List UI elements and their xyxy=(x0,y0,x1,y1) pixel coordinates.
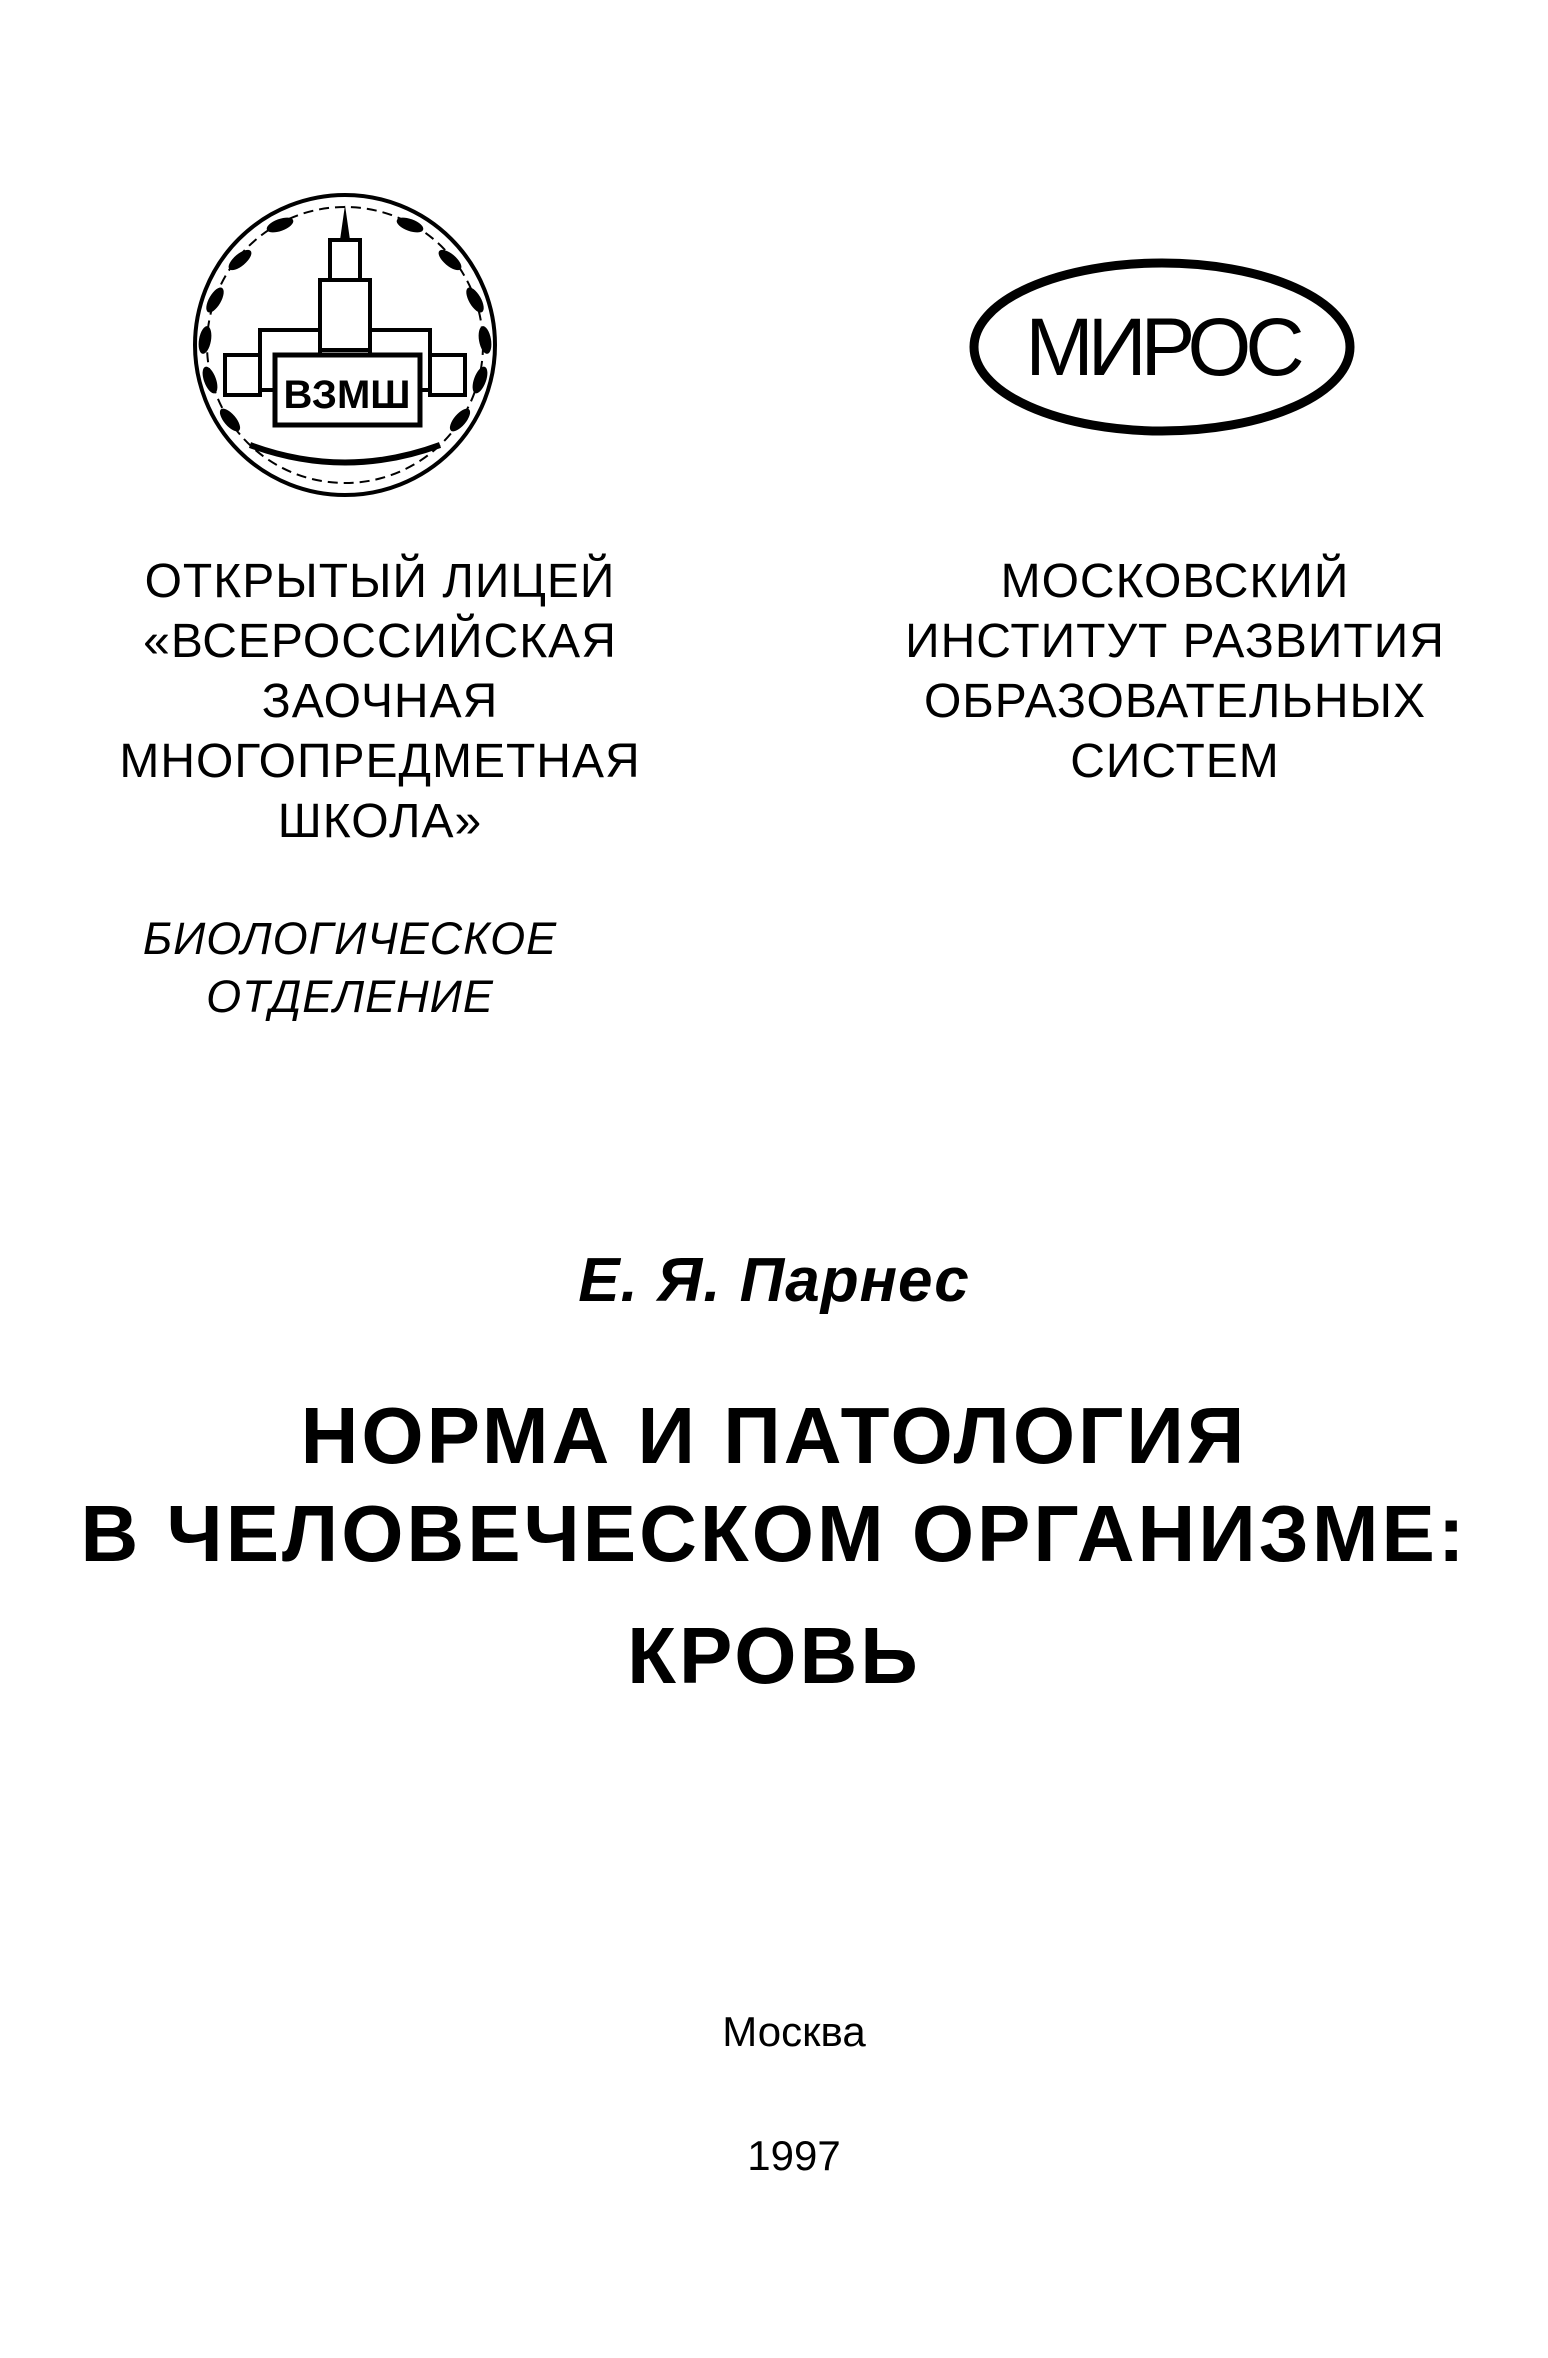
left-organization-name: ОТКРЫТЫЙ ЛИЦЕЙ «ВСЕРОССИЙСКАЯ ЗАОЧНАЯ МНОГОПРЕДМЕТНАЯ ШКОЛА» xyxy=(119,555,641,848)
publication-city: Москва xyxy=(722,2008,866,2055)
book-title-line-1: НОРМА И ПАТОЛОГИЯ xyxy=(300,1391,1248,1480)
department-name: БИОЛОГИЧЕСКОЕ ОТДЕЛЕНИЕ xyxy=(142,913,558,1022)
book-title-line-2: В ЧЕЛОВЕЧЕСКОМ ОРГАНИЗМЕ: xyxy=(80,1489,1468,1578)
publication-year: 1997 xyxy=(747,2132,841,2179)
book-title-line-3: КРОВЬ xyxy=(627,1611,921,1700)
right-organization-name: МОСКОВСКИЙ ИНСТИТУТ РАЗВИТИЯ ОБРАЗОВАТЕЛЬНЫХ СИСТЕМ xyxy=(905,555,1445,788)
university-seal-icon xyxy=(170,180,520,510)
seal-emblem-text: ВЗМШ xyxy=(283,373,411,417)
miros-ellipse-logo-icon xyxy=(965,255,1360,440)
miros-logo-text: МИРОС xyxy=(1025,302,1299,393)
author-name: Е. Я. Парнес xyxy=(578,1246,970,1315)
